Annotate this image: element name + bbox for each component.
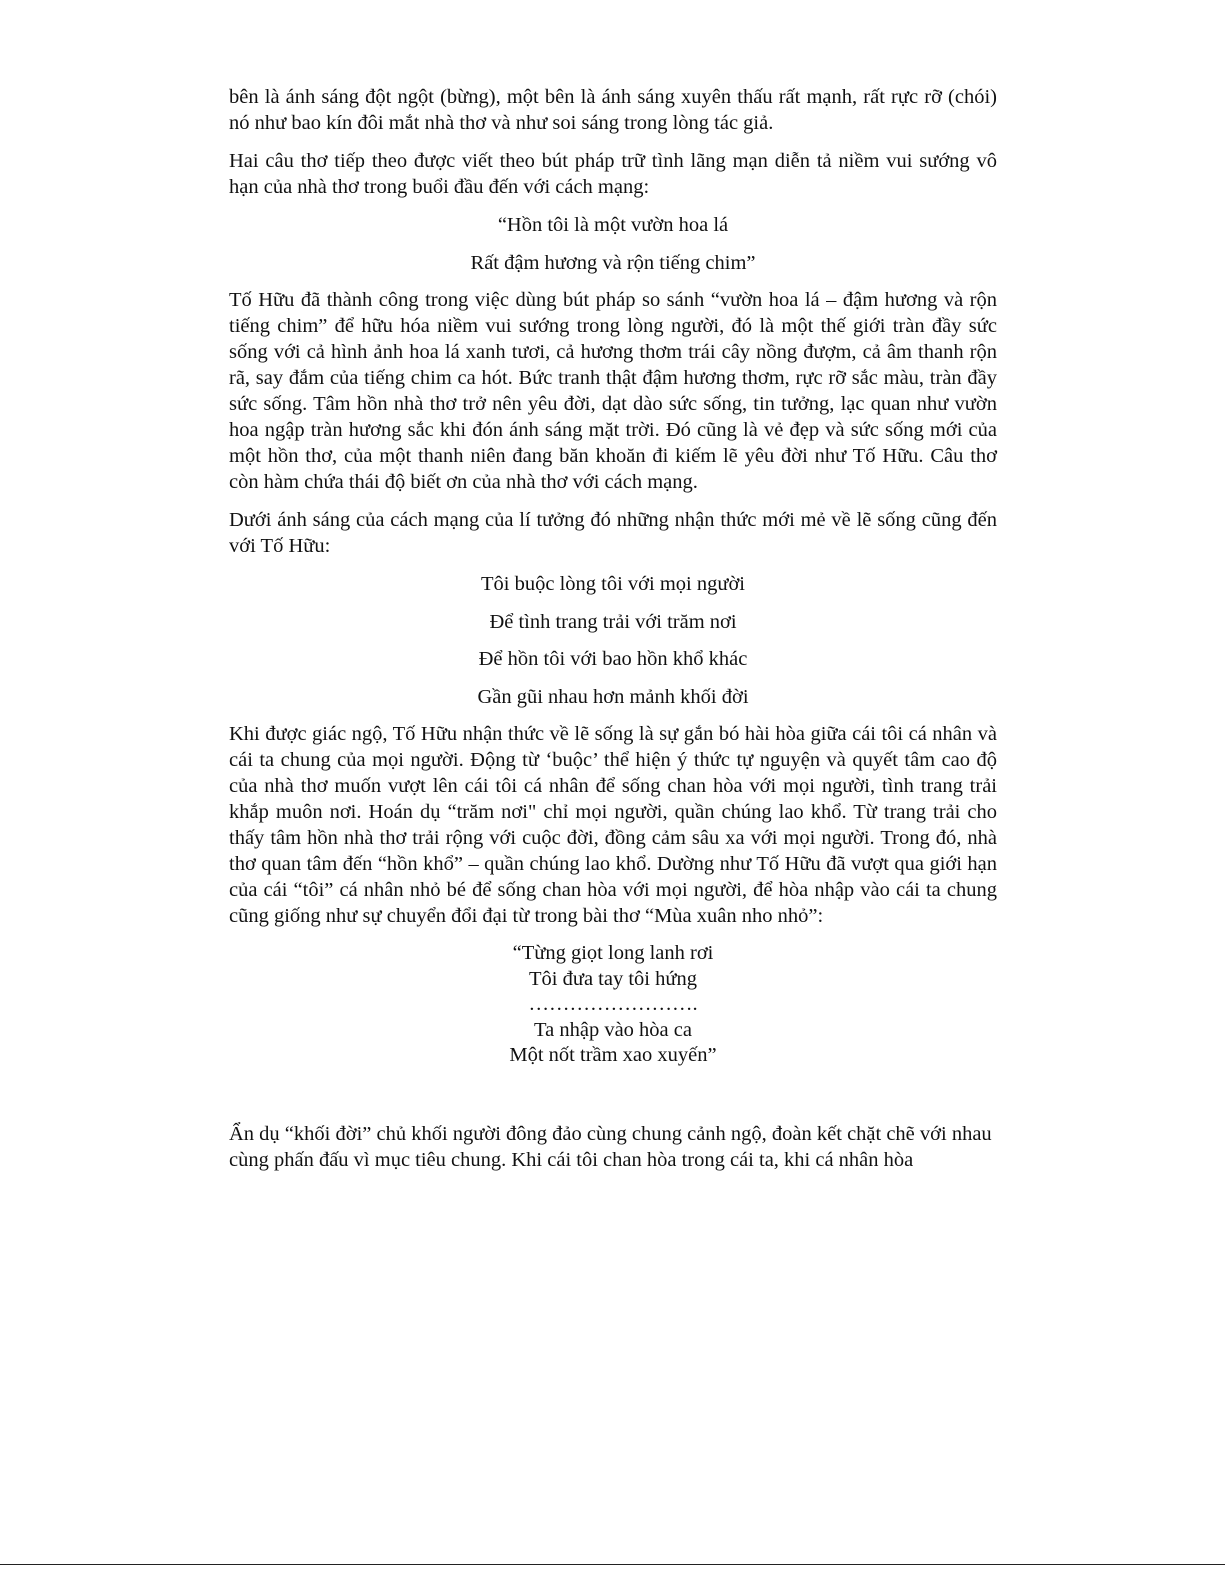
verse-line: Rất đậm hương và rộn tiếng chim” — [470, 251, 756, 274]
verse-line: Tôi buộc lòng tôi với mọi người — [481, 573, 745, 595]
paragraph-6: Ẩn dụ “khối đời” chủ khối người đông đảo cùng chung cảnh ngộ, đoàn kết chặt chẽ với nhau cùng phấn đấu vì mục tiêu chung. Khi cái tôi chan hòa trong cái ta, khi cá nhân hòa — [229, 1122, 992, 1171]
verse-line: Để hồn tôi với bao hồn khổ khác — [478, 648, 748, 670]
verse-ellipsis: ……………………. — [528, 993, 698, 1015]
verse-line: “Hồn tôi là một vườn hoa lá — [497, 214, 729, 236]
paragraph-4: Dưới ánh sáng của cách mạng của lí tưởng đó những nhận thức mới mẻ về lẽ sống cũng đến với Tố Hữu: — [229, 509, 997, 557]
poem-stanza-1 — [229, 212, 997, 276]
document-body — [229, 84, 997, 1185]
paragraph-2: Hai câu thơ tiếp theo được viết theo bút pháp trữ tình lãng mạn diễn tả niềm vui sướng vô hạn của nhà thơ trong buổi đầu đến với cách mạng: — [229, 150, 997, 198]
verse-line: “Từng giọt long lanh rơi — [512, 942, 714, 964]
page-bottom-border — [0, 1564, 1225, 1565]
paragraph-1: bên là ánh sáng đột ngột (bừng), một bên là ánh sáng xuyên thấu rất mạnh, rất rực rỡ (chói) nó như bao kín đôi mắt nhà thơ và như soi sáng trong lòng tác giả. — [229, 86, 997, 134]
verse-line: Một nốt trầm xao xuyến” — [509, 1044, 717, 1066]
verse-line: Gần gũi nhau hơn mảnh khối đời — [477, 685, 749, 708]
verse-line: Ta nhập vào hòa ca — [534, 1018, 692, 1041]
paragraph-3: Tố Hữu đã thành công trong việc dùng bút pháp so sánh “vườn hoa lá – đậm hương và rộn tiếng chim” để hữu hóa niềm vui sướng trong lòng người, đó là một thế giới tràn đầy sức sống với cả hình ảnh hoa lá xanh tươi, cả hương thơm trái cây nồng đượm, cả âm thanh rộn rã, say đắm của tiếng chim ca hót. Bức tranh thật đậm hương thơm, rực rỡ sắc màu, tràn đầy sức sống. Tâm hồn nhà thơ trở nên yêu đời, dạt dào sức sống, tin tưởng, lạc quan như vườn hoa ngập tràn hương sắc khi đón ánh sáng mặt trời. Đó cũng là vẻ đẹp và sức sống mới của một hồn thơ, của một thanh niên đang băn khoăn đi kiếm lẽ yêu đời như Tố Hữu. Câu thơ còn hàm chứa thái độ biết ơn của nhà thơ với cách mạng. — [229, 289, 997, 493]
verse-line: Tôi đưa tay tôi hứng — [529, 967, 697, 990]
verse-line: Để tình trang trải với trăm nơi — [489, 610, 737, 633]
poem-stanza-3 — [229, 941, 997, 1069]
poem-stanza-2 — [229, 571, 997, 710]
paragraph-5: Khi được giác ngộ, Tố Hữu nhận thức về lẽ sống là sự gắn bó hài hòa giữa cái tôi cá nhân và cái ta chung của mọi người. Động từ ‘buộc’ thể hiện ý thức tự nguyện và quyết tâm cao độ của nhà thơ muốn vượt lên cái tôi cá nhân để sống chan hòa với mọi người, tình trang trải khắp muôn nơi. Hoán dụ “trăm nơi" chỉ mọi người, quần chúng lao khổ. Từ trang trải cho thấy tâm hồn nhà thơ trải rộng với cuộc đời, đồng cảm sâu xa với mọi người. Trong đó, nhà thơ quan tâm đến “hồn khổ” – quần chúng lao khổ. Dường như Tố Hữu đã vượt qua giới hạn của cái “tôi” cá nhân nhỏ bé để sống chan hòa với mọi người, để hòa nhập vào cái ta chung cũng giống như sự chuyển đổi đại từ trong bài thơ “Mùa xuân nho nhỏ”: — [229, 723, 997, 927]
